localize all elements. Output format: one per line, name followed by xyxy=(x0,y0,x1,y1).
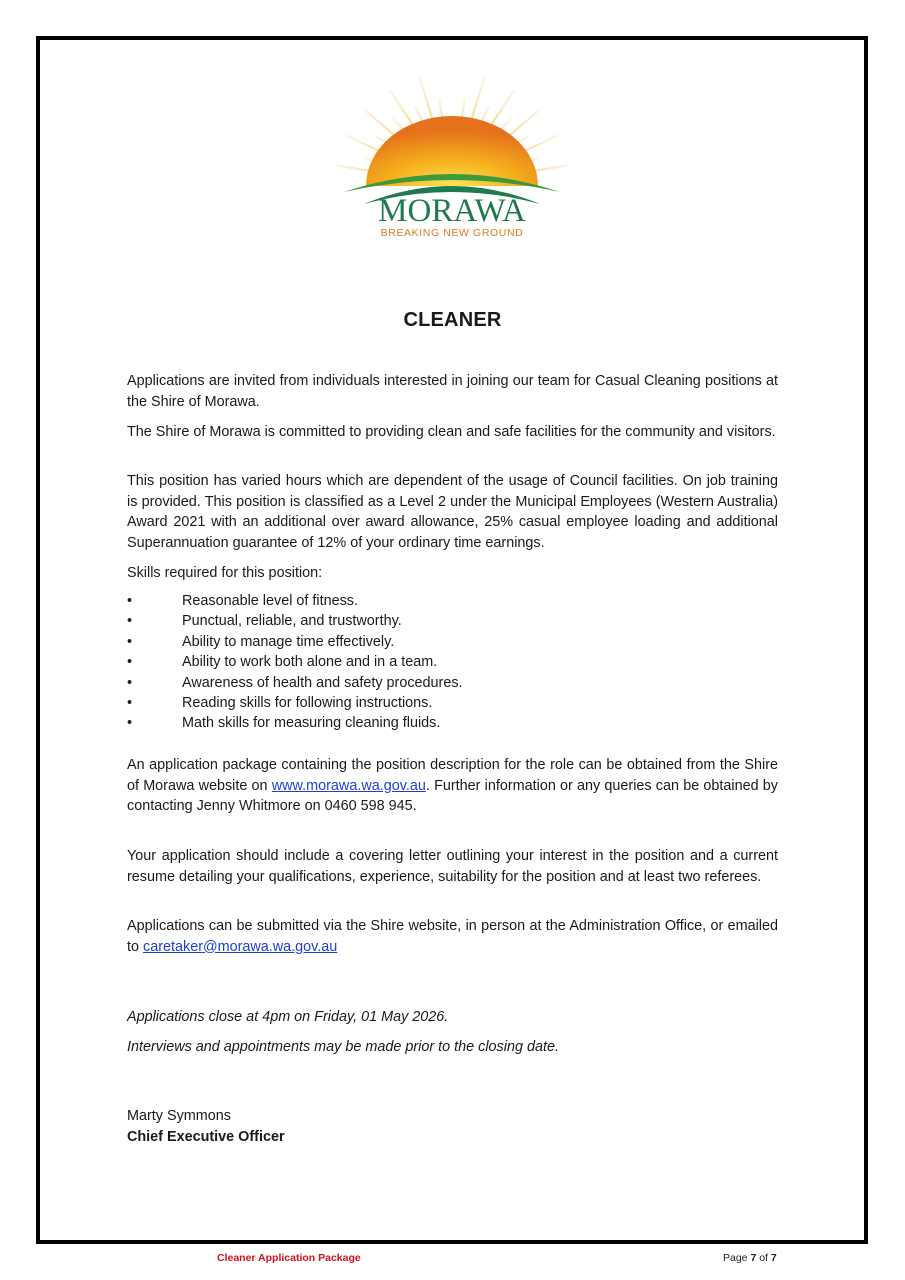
morawa-logo xyxy=(336,64,568,244)
signatory-name: Marty Symmons xyxy=(127,1108,231,1124)
application-text: Your application should include a covering letter outlining your interest in the position and a current resume detailing your qualifications, experience, suitability for the position and at least two referees. xyxy=(127,848,778,885)
logo-wordmark: MORAWA xyxy=(378,193,526,229)
email-link[interactable]: caretaker@morawa.wa.gov.au xyxy=(143,938,338,955)
logo-tagline: BREAKING NEW GROUND xyxy=(380,227,524,239)
skill-text: Awareness of health and safety procedures. xyxy=(182,674,463,691)
package-text-after: . Further information or any queries can be obtained by contacting Jenny Whitmore on 0460 598 945. xyxy=(127,777,778,815)
page-current: 7 xyxy=(750,1252,757,1264)
footer-page-number xyxy=(723,1252,777,1264)
bullet-icon: • xyxy=(127,695,133,712)
skill-text: Reasonable level of fitness. xyxy=(182,593,358,609)
page-label: Page xyxy=(723,1252,751,1264)
package-text-before: An application package containing the position description for the role can be obtained from the Shire of Morawa website on xyxy=(127,757,778,794)
intro-text: Applications are invited from individuals interested in joining our team for Casual Cleaning positions at the Shire of Morawa. xyxy=(127,373,778,410)
bullet-icon: • xyxy=(127,613,133,630)
signatory-title: Chief Executive Officer xyxy=(127,1129,285,1145)
skill-text: Reading skills for following instructions. xyxy=(182,695,433,712)
skills-heading-text: Skills required for this position: xyxy=(127,565,323,581)
package-paragraph xyxy=(127,755,778,817)
page-total: 7 xyxy=(770,1252,777,1264)
bullet-icon: • xyxy=(127,593,133,609)
bullet-icon: • xyxy=(127,633,133,650)
bullet-icon: • xyxy=(127,654,133,671)
commitment-text: The Shire of Morawa is committed to providing clean and safe facilities for the community and visitors. xyxy=(127,424,776,440)
list-item xyxy=(127,591,463,611)
list-item xyxy=(127,693,463,713)
position-paragraph xyxy=(127,471,778,553)
position-text: This position has varied hours which are dependent of the usage of Council facilities. On job training is provided. This position is classified as a Level 2 under the Municipal Employees (Western Australia) Award 2021 with an additional over award allowance, 25% casual employee loading and additional Superannuation guarantee of 12% of your ordinary time earnings. xyxy=(127,473,778,551)
skills-list xyxy=(127,591,463,734)
application-paragraph xyxy=(127,846,778,887)
website-link[interactable]: www.morawa.wa.gov.au xyxy=(271,777,426,794)
page-of-label: of xyxy=(756,1252,771,1264)
submit-paragraph xyxy=(127,916,778,957)
submit-text: Applications can be submitted via the Shire website, in person at the Administration Office, or emailed to xyxy=(127,918,778,955)
bullet-icon: • xyxy=(127,674,133,691)
skill-text: Punctual, reliable, and trustworthy. xyxy=(182,613,402,630)
bullet-icon: • xyxy=(127,715,133,732)
list-item xyxy=(127,713,463,733)
footer-document-name: Cleaner Application Package xyxy=(217,1252,361,1264)
list-item xyxy=(127,632,463,652)
sun-logo-icon xyxy=(336,64,568,244)
skill-text: Math skills for measuring cleaning fluids. xyxy=(182,715,441,732)
skills-heading xyxy=(127,563,778,584)
skill-text: Ability to manage time effectively. xyxy=(182,633,395,650)
interviews-note: Interviews and appointments may be made prior to the closing date. xyxy=(127,1039,559,1055)
list-item xyxy=(127,652,463,672)
page-title: CLEANER xyxy=(403,309,502,331)
list-item xyxy=(127,611,463,631)
closing-date: Applications close at 4pm on Friday, 01 May 2026. xyxy=(127,1009,449,1025)
intro-paragraph xyxy=(127,371,778,412)
commitment-paragraph xyxy=(127,422,778,443)
skill-text: Ability to work both alone and in a team. xyxy=(182,654,438,671)
list-item xyxy=(127,673,463,693)
